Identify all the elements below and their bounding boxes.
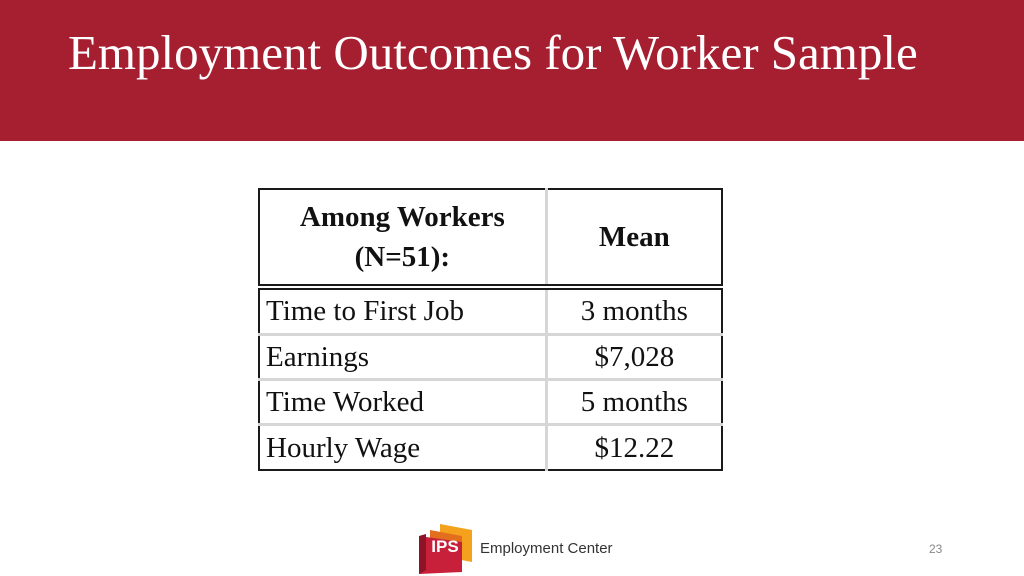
row-label-time-to-first-job: Time to First Job <box>259 287 546 334</box>
mean-header: Mean <box>546 189 722 287</box>
title-band <box>0 0 1024 141</box>
row-label-hourly-wage: Hourly Wage <box>259 425 546 470</box>
group-header <box>259 189 546 287</box>
group-header-line2: (N=51): <box>354 241 451 273</box>
outcomes-table <box>258 188 723 471</box>
row-label-earnings: Earnings <box>259 334 546 379</box>
row-value-time-worked: 5 months <box>546 379 722 424</box>
row-label-time-worked: Time Worked <box>259 379 546 424</box>
table-row <box>259 334 722 379</box>
row-value-hourly-wage: $12.22 <box>546 425 722 470</box>
table-row <box>259 287 722 334</box>
row-value-time-to-first-job: 3 months <box>580 295 688 328</box>
table-row <box>259 379 722 424</box>
page-number: 23 <box>929 542 943 556</box>
table-header-row <box>259 189 722 287</box>
table-row <box>259 425 722 470</box>
slide-title: Employment Outcomes for Worker Sample <box>68 25 918 80</box>
ips-logo <box>416 522 616 574</box>
row-value-earnings: $7,028 <box>546 334 722 379</box>
ips-logo-text: IPS <box>431 537 459 556</box>
employment-center-label: Employment Center <box>480 540 613 557</box>
group-header-line1: Among Workers <box>299 201 505 233</box>
